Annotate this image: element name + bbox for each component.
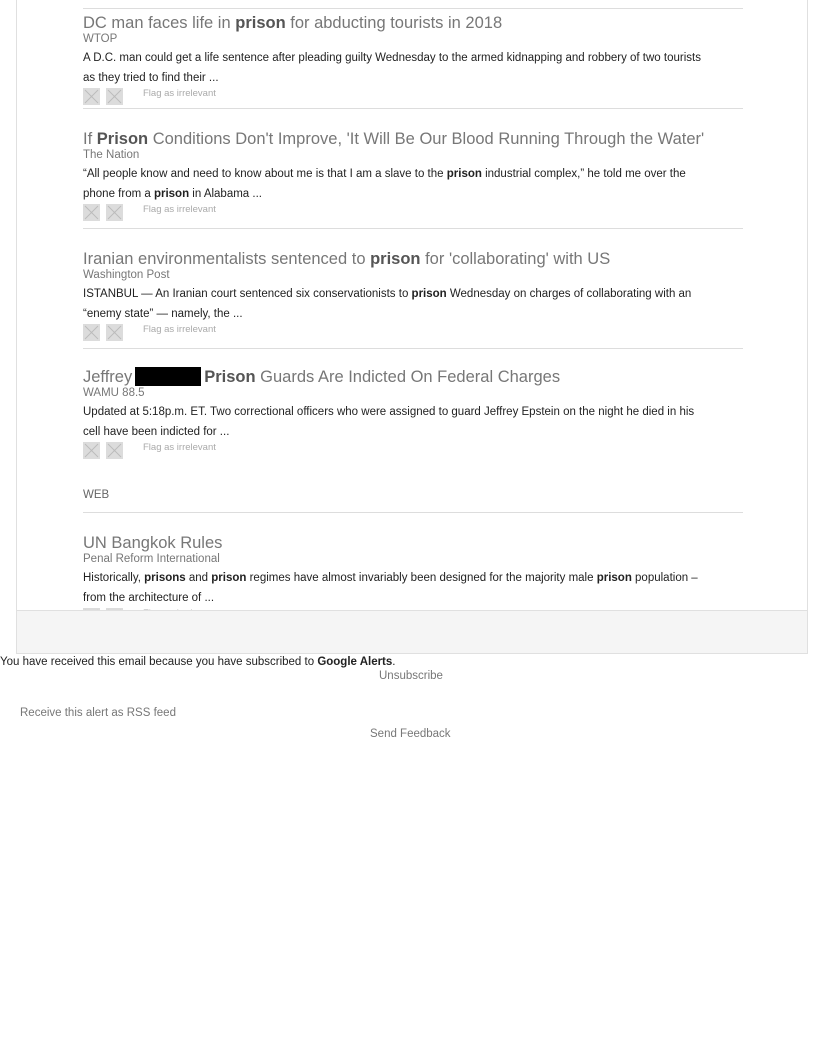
article-snippet: “All people know and need to know about me is that I am a slave to the prison industrial complex,” he told me over the phone from a prison in Alabama ... (83, 168, 686, 200)
subscription-notice: You have received this email because you have subscribed to Google Alerts. (0, 656, 396, 668)
flag-irrelevant-link[interactable]: Flag as irrelevant (143, 204, 216, 215)
x-box-icon[interactable] (83, 88, 100, 105)
article-snippet: ISTANBUL — An Iranian court sentenced six conservationists to prison Wednesday on charges of collaborating with an “enemy state” — namely, the ... (83, 288, 692, 320)
x-box-icon[interactable] (106, 88, 123, 105)
web-result-snippet: Historically, prisons and prison regimes have almost invariably been designed for the majority male prison population – from the architecture of ... (83, 572, 698, 604)
send-feedback-link[interactable]: Send Feedback (370, 728, 451, 740)
redaction-bar (135, 367, 201, 386)
article-actions (83, 88, 743, 108)
article-source: WTOP (83, 33, 118, 45)
article-title-link[interactable]: Jeffrey Prison Guards Are Indicted On Federal Charges (83, 368, 561, 386)
flag-irrelevant-link[interactable]: Flag as irrelevant (143, 88, 216, 99)
article-title-link[interactable]: DC man faces life in prison for abducting tourists in 2018 (83, 14, 503, 32)
x-box-icon[interactable] (106, 204, 123, 221)
article-actions (83, 204, 743, 224)
x-box-icon[interactable] (83, 442, 100, 459)
unsubscribe-link[interactable]: Unsubscribe (379, 670, 443, 682)
rss-feed-link[interactable]: Receive this alert as RSS feed (20, 707, 176, 719)
article-actions (83, 324, 743, 344)
article-title-link[interactable]: If Prison Conditions Don't Improve, 'It Will Be Our Blood Running Through the Water' (83, 130, 705, 148)
article-source: Washington Post (83, 269, 170, 281)
x-box-icon[interactable] (83, 204, 100, 221)
x-box-icon[interactable] (106, 442, 123, 459)
web-result-title-link[interactable]: UN Bangkok Rules (83, 534, 223, 552)
article-source: The Nation (83, 149, 140, 161)
alert-results-panel (16, 0, 808, 654)
x-box-icon[interactable] (106, 324, 123, 341)
article-source: WAMU 88.5 (83, 387, 145, 399)
web-section-heading: WEB (83, 489, 110, 501)
google-alerts-brand: Google Alerts (317, 656, 393, 668)
x-box-icon[interactable] (83, 324, 100, 341)
flag-irrelevant-link[interactable]: Flag as irrelevant (143, 324, 216, 335)
article-actions (83, 442, 743, 462)
results-list (83, 0, 743, 628)
flag-irrelevant-link[interactable]: Flag as irrelevant (143, 442, 216, 453)
article-item (83, 349, 743, 462)
web-result-source: Penal Reform International (83, 553, 220, 565)
article-item (83, 229, 743, 344)
article-snippet: Updated at 5:18p.m. ET. Two correctional officers who were assigned to guard Jeffrey Epstein on the night he died in his cell have been indicted for ... (83, 406, 695, 438)
article-title-link[interactable]: Iranian environmentalists sentenced to prison for 'collaborating' with US (83, 250, 611, 268)
article-snippet: A D.C. man could get a life sentence after pleading guilty Wednesday to the armed kidnapping and robbery of two tourists as they tried to find their ... (83, 52, 701, 84)
panel-footer-bar (17, 610, 807, 653)
article-item (83, 109, 743, 224)
article-item (83, 9, 743, 108)
